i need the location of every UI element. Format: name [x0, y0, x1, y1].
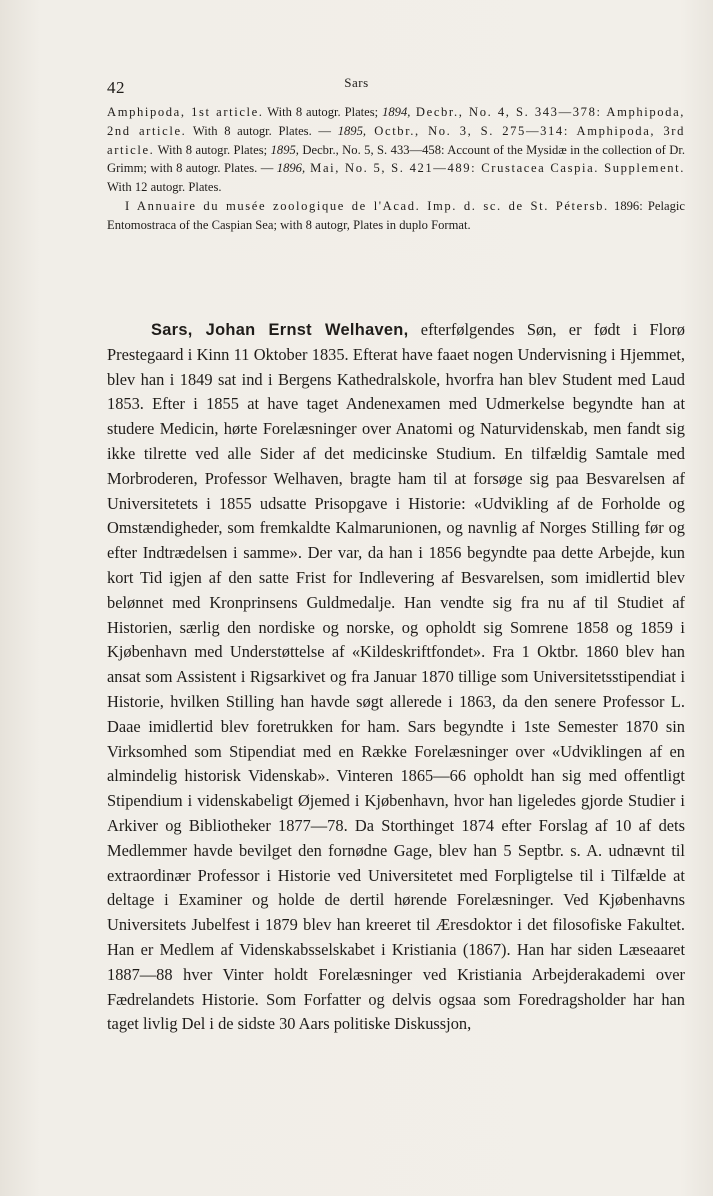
- text-run: With 12 autogr. Plates.: [107, 180, 222, 195]
- bibliography-block: [107, 103, 685, 235]
- entry-body: efterfølgendes Søn, er født i Florø Prestegaard i Kinn 11 Oktober 1835. Efterat have faaet nogen Undervisning i Hjemmet, blev han i 1849 sat ind i Bergens Kathedralskole, hvorfra han blev Student med Laud 1853. Efter i 1855 at have taget Andenexamen med Udmerkelse begyndte han at studere Medicin, hørte Forelæsninger over Anatomi og Naturvidenskab, men fandt sig ikke tilrette ved alle Sider af det medicinske Studium. En tilfældig Samtale med Morbroderen, Professor Welhaven, bragte ham til at forsøge sig paa Besvarelsen af Universitetets i 1855 udsatte Prisopgave i Historie: «Udvikling af de Forholde og Omstændigheder, som fremkaldte Kalmarunionen, og navnlig af Norges Stilling før og efter Indtrædelsen i samme». Der var, da han i 1856 begyndte paa dette Arbejde, kun kort Tid igjen af den satte Frist for Indlevering af Besvarelsen, som imidlertid blev belønnet med Kronprinsens Guldmedalje. Han vendte sig fra nu af til Studiet af Historien, særlig den nordiske og norske, og opholdt sig Somrene 1858 og 1859 i Kjøbenhavn med Understøttelse af «Kildeskriftfondet». Fra 1 Oktbr. 1860 blev han ansat som Assistent i Rigsarkivet og fra Januar 1870 tillige som Universitetsstipendiat i Historie, hvilken Stilling han havde søgt allerede i 1863, da den senere Professor L. Daae imidlertid blev foretrukken for ham. Sars begyndte i 1ste Semester 1870 sin Virksomhed som Stipendiat med en Række Forelæsninger over «Udviklingen af en almindelig historisk Videnskab». Vinteren 1865—66 opholdt han sig med offentligt Stipendium i videnskabeligt Øjemed i Kjøbenhavn, hvor han ligeledes gjorde Studier i Arkiver og Bibliotheker 1877—78. Da Storthinget 1874 efter Forslag af 10 af dets Medlemmer havde bevilget den fornødne Gage, blev han 5 Septbr. s. A. udnævnt til extraordinær Professor i Historie ved Universitetet med Forpligtelse til i Tilfælde at deltage i Examiner og holde de dertil hørende Forelæsninger. Ved Kjøbenhavns Universitets Jubelfest i 1879 blev han kreeret til Æresdoktor i det filosofiske Fakultet. Han er Medlem af Videnskabsselskabet i Kristiania (1867). Han har siden Læseaaret 1887—88 hver Vinter holdt Forelæsninger ved Kristiania Arbejderakademi over Fædrelandets Historie. Som Forfatter og delvis ogsaa som Foredragsholder har han taget livlig Del i de sidste 30 Aars politiske Diskussjon,: [107, 320, 685, 1034]
- biography-paragraph: [107, 318, 685, 1037]
- bibliography-paragraph: [107, 197, 685, 235]
- series-title: Amphipoda, 1st article.: [107, 105, 264, 119]
- series-title: Amphipoda, 3rd article.: [107, 123, 685, 157]
- page-header: [0, 74, 713, 98]
- series-title: I Annuaire du musée zoologique de l'Acad. Imp. d. sc. de St. Pétersb.: [125, 198, 609, 213]
- text-run: Decbr., No. 4, S. 343—378:: [410, 105, 607, 119]
- page-number: 42: [107, 78, 125, 97]
- year: 1895,: [270, 142, 299, 157]
- text-run: With 8 autogr. Plates;: [263, 105, 383, 119]
- text-run: 1896: Pelagic Entomostraca of the Caspian Sea; with 8 autogr, Plates in duplo Format.: [107, 198, 685, 232]
- text-run: Octbr., No. 3, S. 275—314:: [366, 123, 577, 138]
- year: 1896,: [276, 161, 306, 176]
- series-title: Crustacea Caspia. Supplement.: [481, 161, 685, 176]
- text-run: With 8 autogr. Plates. —: [186, 123, 338, 138]
- text-run: With 8 autogr. Plates;: [154, 142, 271, 157]
- biography-entry: [107, 318, 685, 1037]
- text-run: Mai, No. 5, S. 421—489:: [305, 161, 482, 176]
- year: 1894,: [382, 105, 411, 119]
- running-head: Sars: [344, 75, 369, 90]
- bibliography-paragraph: [107, 103, 685, 197]
- series-title: Amphipoda, 2nd article.: [107, 105, 686, 138]
- year: 1895,: [337, 123, 367, 138]
- entry-name: Sars, Johan Ernst Welhaven,: [151, 321, 409, 339]
- text-run: Decbr., No. 5, S. 433—458: Account of the Mysidæ in the collection of Dr. Grimm; with 8 autogr. Plates. —: [107, 142, 685, 176]
